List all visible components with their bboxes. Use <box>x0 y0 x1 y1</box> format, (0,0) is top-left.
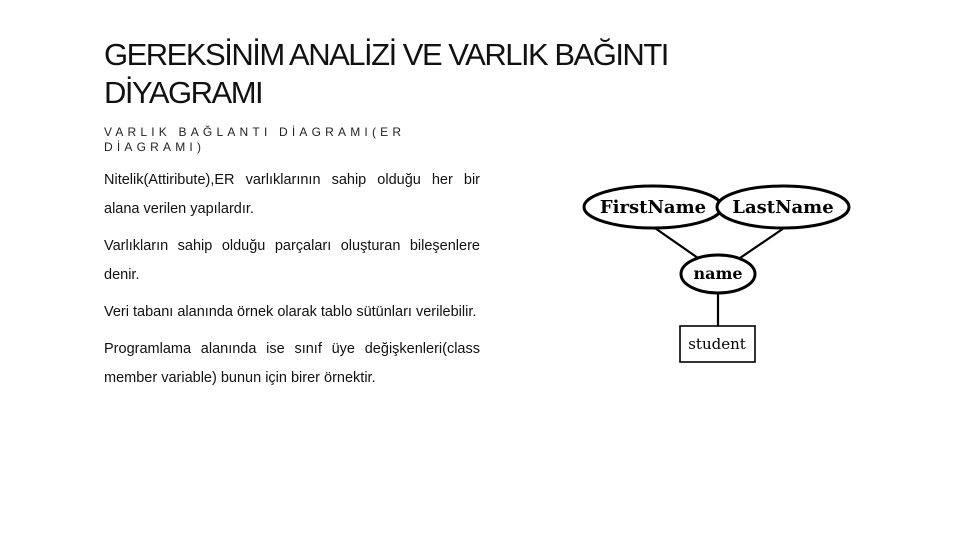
paragraph-attribute-text: ,ER varlıklarının sahip olduğu her bir alana verilen yapılardır. <box>104 172 480 217</box>
entity-student-label: student <box>688 335 746 353</box>
er-diagram <box>580 180 860 370</box>
paragraph-components: Varlıkların sahip olduğu parçaları oluşturan bileşenlere denir. <box>104 238 480 283</box>
term-attribute: Nitelik(Attiribute) <box>104 172 211 188</box>
slide-subtitle: VARLIK BAĞLANTI DİAGRAMI(ER DİAGRAMI) <box>104 125 406 154</box>
paragraph-database: Veri tabanı alanında örnek olarak tablo sütünları verilebilir. <box>104 304 477 320</box>
slide-title: GEREKSİNİM ANALİZİ VE VARLIK BAĞINTI DİYAGRAMI <box>104 37 668 110</box>
paragraph-attribute <box>104 166 480 224</box>
paragraph-programming: Programlama alanında ise sınıf üye değişkenleri(class member variable) bunun için birer örnektir. <box>104 341 480 386</box>
edge-lastname-name <box>740 226 787 258</box>
slide-body <box>104 166 480 401</box>
attribute-firstname-label: FirstName <box>599 197 707 218</box>
edge-firstname-name <box>652 226 698 258</box>
attribute-lastname-label: LastName <box>732 197 834 218</box>
composite-attribute-name-label: name <box>693 264 743 283</box>
